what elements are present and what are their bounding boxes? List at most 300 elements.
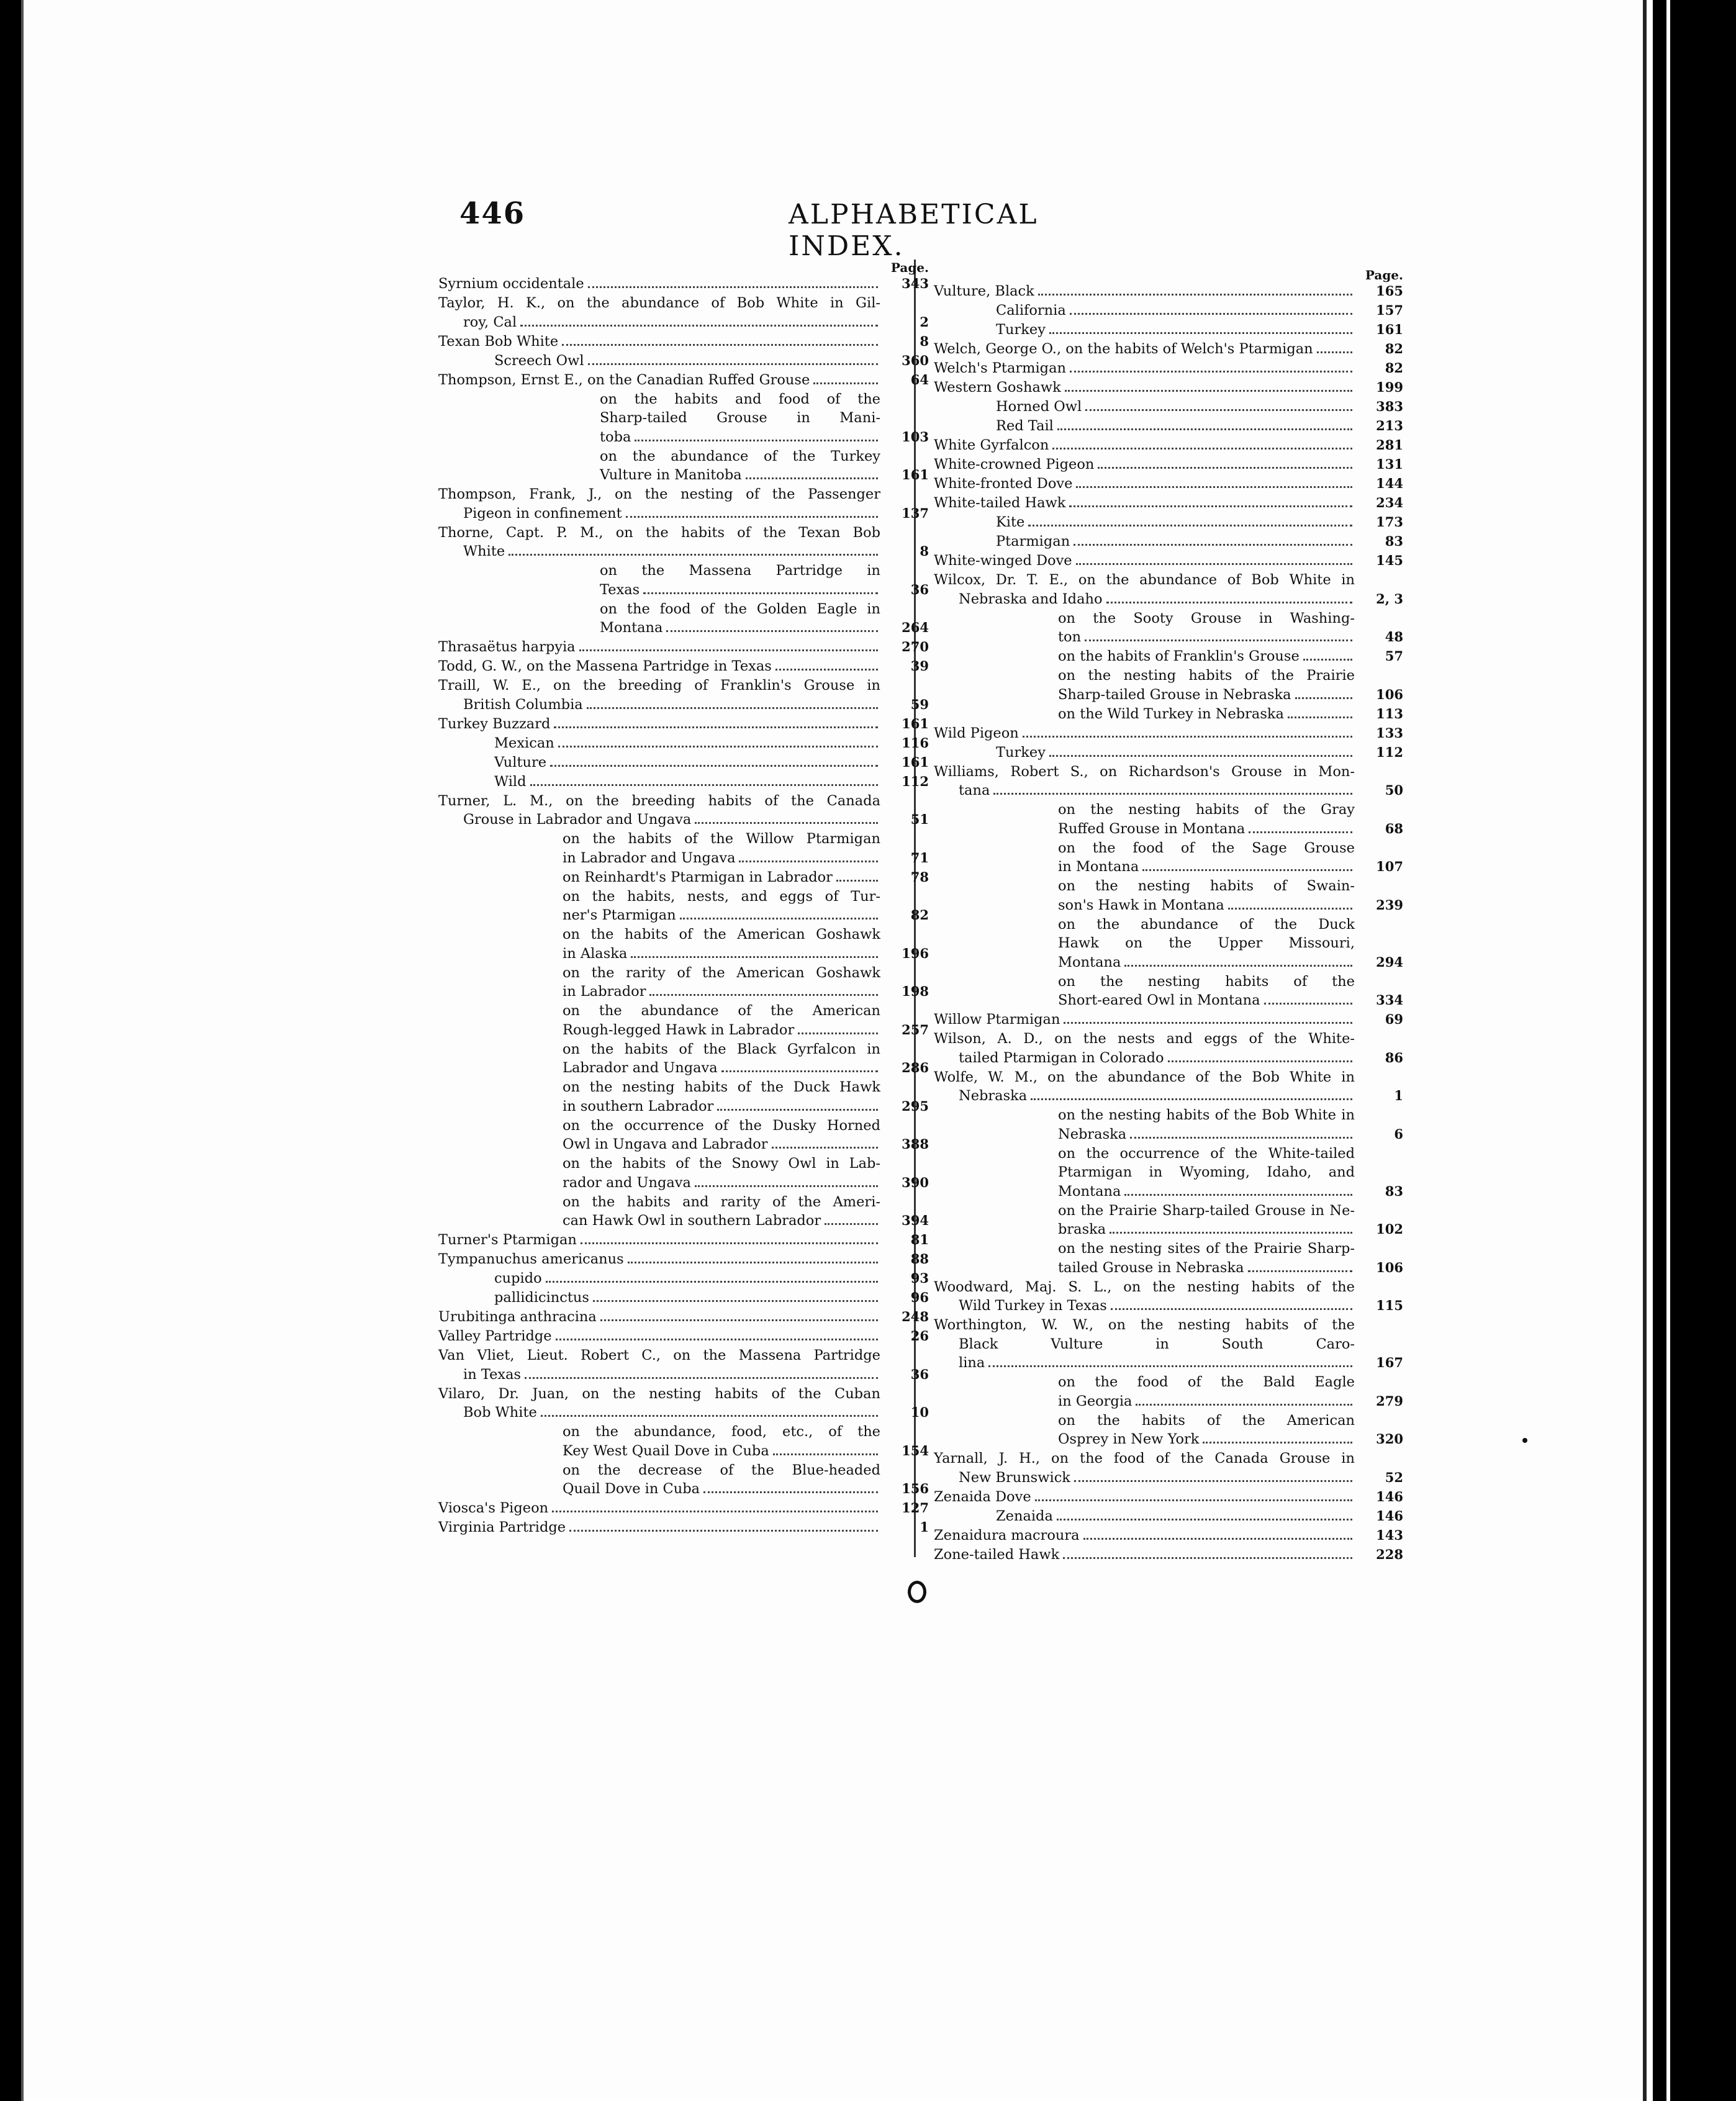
index-entry	[438, 964, 929, 1001]
index-entry	[438, 792, 929, 829]
index-entry-line: Montana	[438, 618, 880, 638]
page-reference: 115	[1376, 1298, 1403, 1313]
index-entry	[934, 513, 1403, 532]
dot-leader	[1023, 736, 1352, 738]
index-entry-line: Pigeon in confinement	[438, 504, 880, 523]
index-entry-line: Van Vliet, Lieut. Robert C., on the Massena Partridge	[438, 1347, 880, 1363]
page-reference: 161	[902, 467, 929, 482]
index-entry	[934, 1316, 1403, 1373]
page-reference: 83	[1385, 1183, 1403, 1199]
dot-leader	[1136, 1404, 1352, 1406]
dot-leader	[1049, 755, 1352, 757]
dot-leader	[569, 1530, 878, 1532]
dot-leader	[635, 440, 878, 441]
dot-leader	[546, 1281, 878, 1283]
index-entry	[934, 551, 1403, 571]
index-entry-line: on the Prairie Sharp-tailed Grouse in Ne-	[1058, 1202, 1355, 1219]
index-entry-line: on the nesting sites of the Prairie Sharp-	[1058, 1240, 1355, 1257]
page-reference: 8	[920, 543, 929, 559]
index-entry-line: Montana	[934, 953, 1355, 972]
index-entry	[934, 455, 1403, 474]
dot-leader	[562, 344, 878, 346]
index-entry	[934, 1010, 1403, 1029]
page-edge	[1643, 0, 1653, 2101]
index-entry-line: Labrador and Ungava	[438, 1059, 880, 1078]
dot-leader	[1031, 1098, 1352, 1100]
index-entry	[934, 1201, 1403, 1239]
index-entry-line: White-fronted Dove	[934, 474, 1355, 494]
index-entry-line: on the decrease of the Blue-headed	[563, 1462, 880, 1478]
index-column-right	[934, 268, 1403, 1565]
index-entry	[438, 925, 929, 963]
index-entry-line: Montana	[934, 1182, 1355, 1201]
dot-leader	[1057, 1519, 1352, 1520]
index-entry-line: California	[934, 301, 1355, 320]
dot-leader	[721, 1070, 878, 1072]
dot-leader	[541, 1415, 878, 1417]
index-entry-line: on the nesting habits of the Duck Hawk	[563, 1079, 880, 1095]
index-entry-line: on the abundance of the Turkey	[600, 448, 880, 464]
index-entry	[934, 1411, 1403, 1449]
index-entry-line: Syrnium occidentale	[438, 274, 880, 294]
page-reference: 137	[902, 505, 929, 521]
dot-leader	[1098, 467, 1352, 469]
dot-leader	[772, 1147, 878, 1149]
page-reference: 127	[902, 1500, 929, 1516]
index-entry-line: Mexican	[438, 734, 880, 753]
index-entry-line: Welch's Ptarmigan	[934, 359, 1355, 378]
index-entry-line: Taylor, H. K., on the abundance of Bob White in Gil-	[438, 295, 880, 311]
index-entry	[934, 436, 1403, 455]
page-reference: 112	[902, 773, 929, 789]
index-entry-line: Quail Dove in Cuba	[438, 1480, 880, 1499]
index-entry	[934, 417, 1403, 436]
page-reference: 383	[1376, 399, 1403, 414]
index-entry-line: White	[438, 542, 880, 561]
page-reference: 69	[1385, 1011, 1403, 1027]
dot-leader	[798, 1032, 878, 1034]
dot-leader	[775, 669, 878, 671]
index-entry-line: Owl in Ungava and Labrador	[438, 1135, 880, 1154]
index-entry-line: Horned Owl	[934, 397, 1355, 417]
index-entry-line: Vulture	[438, 753, 880, 772]
index-entry	[438, 753, 929, 772]
index-entry-line: toba	[438, 428, 880, 447]
index-entry	[438, 447, 929, 485]
page-reference: 88	[910, 1251, 929, 1267]
index-entry-line: tana	[934, 781, 1355, 800]
page-reference: 131	[1376, 456, 1403, 472]
index-entry-line: on the habits of the American	[1058, 1412, 1355, 1429]
page-reference: 360	[902, 352, 929, 368]
index-entry-line: Turner, L. M., on the breeding habits of the Canada	[438, 792, 880, 809]
index-entry-line: Ptarmigan	[934, 532, 1355, 551]
index-entry	[438, 1040, 929, 1078]
index-entry-line: on the food of the Golden Eagle in	[600, 600, 880, 617]
index-entry-line: on the nesting habits of the	[1058, 973, 1355, 990]
index-entry	[934, 1488, 1403, 1507]
page-reference: 279	[1376, 1393, 1403, 1409]
index-entry-line: on the habits, nests, and eggs of Tur-	[563, 888, 880, 905]
index-entry	[438, 1269, 929, 1288]
page-reference: 68	[1385, 820, 1403, 836]
page-reference: 82	[910, 907, 929, 923]
page-reference: 39	[910, 658, 929, 674]
index-entry	[934, 1449, 1403, 1487]
index-entry-line: Vilaro, Dr. Juan, on the nesting habits of the Cuban	[438, 1385, 880, 1402]
index-entry	[438, 485, 929, 523]
page-reference: 133	[1376, 725, 1403, 741]
dot-leader	[530, 784, 878, 786]
index-entry-line: on the habits of the Willow Ptarmigan	[563, 831, 880, 847]
page-reference: 81	[910, 1232, 929, 1247]
index-entry	[438, 1078, 929, 1116]
index-entry-line: Todd, G. W., on the Massena Partridge in Texas	[438, 657, 880, 676]
page-reference: 146	[1376, 1507, 1403, 1524]
index-entry-line: White-crowned Pigeon	[934, 455, 1355, 474]
index-entry-line: Zone-tailed Hawk	[934, 1545, 1355, 1565]
dot-leader	[746, 477, 878, 479]
index-entry-line: Valley Partridge	[438, 1327, 880, 1346]
scan-border	[1653, 0, 1736, 2101]
index-entry-line: Thorne, Capt. P. M., on the habits of the Texan Bob	[438, 524, 880, 541]
dot-leader	[1106, 602, 1352, 603]
page-reference: 113	[1376, 705, 1403, 721]
index-entry	[934, 301, 1403, 320]
index-entry	[934, 1068, 1403, 1106]
index-entry	[934, 532, 1403, 551]
index-entry-line: Hawk on the Upper Missouri,	[1058, 935, 1355, 951]
page-reference: 334	[1376, 992, 1403, 1008]
index-entry-line: Traill, W. E., on the breeding of Franklin's Grouse in	[438, 677, 880, 694]
index-entry-line: Zenaida	[934, 1507, 1355, 1526]
index-entry-line: on the Massena Partridge in	[600, 563, 880, 579]
index-entry-line: in Montana	[934, 857, 1355, 877]
dot-leader	[1203, 1442, 1352, 1444]
page-reference: 257	[902, 1021, 929, 1037]
index-entry	[438, 868, 929, 887]
page-reference: 161	[902, 754, 929, 770]
index-entry	[438, 1499, 929, 1518]
dot-leader	[579, 649, 878, 651]
index-entry	[934, 972, 1403, 1010]
index-entry-line: Screech Owl	[438, 351, 880, 371]
index-entry	[438, 676, 929, 714]
index-entry	[438, 772, 929, 792]
index-entry-line: on the food of the Sage Grouse	[1058, 839, 1355, 856]
page-reference: 234	[1376, 495, 1403, 510]
index-entry	[438, 1154, 929, 1192]
index-entry	[934, 282, 1403, 301]
index-entry	[934, 1507, 1403, 1526]
index-entry	[438, 829, 929, 867]
index-entry	[438, 1288, 929, 1308]
index-entry-line: Wild Turkey in Texas	[934, 1296, 1355, 1316]
index-entry-line: Osprey in New York	[934, 1430, 1355, 1449]
page-reference: 2	[920, 314, 929, 330]
dot-leader	[988, 1365, 1352, 1367]
dot-leader	[1085, 409, 1352, 411]
page-reference: 167	[1376, 1355, 1403, 1370]
page-reference: 2, 3	[1376, 590, 1403, 607]
index-entry-line: tailed Grouse in Nebraska	[934, 1258, 1355, 1278]
dot-leader	[825, 1223, 878, 1225]
index-entry-line: on the nesting habits of the Prairie	[1058, 667, 1355, 684]
index-entry	[438, 734, 929, 753]
index-entry-line: Ptarmigan in Wyoming, Idaho, and	[1058, 1164, 1355, 1180]
dot-leader	[836, 880, 878, 882]
index-entry-line: in Labrador and Ungava	[438, 849, 880, 868]
index-entry-line: New Brunswick	[934, 1468, 1355, 1488]
index-entry-line: in southern Labrador	[438, 1097, 880, 1116]
index-entry	[438, 1385, 929, 1422]
index-entry	[438, 638, 929, 657]
page-reference: 86	[1385, 1049, 1403, 1065]
dot-leader	[1052, 448, 1352, 450]
dot-leader	[1074, 544, 1352, 546]
dot-leader	[1110, 1232, 1352, 1234]
index-entry-line: White-winged Dove	[934, 551, 1355, 571]
dot-leader	[509, 554, 878, 556]
page-reference: 213	[1376, 418, 1403, 433]
scan-speck	[1522, 1438, 1527, 1443]
dot-leader	[703, 1491, 878, 1493]
dot-leader	[1317, 351, 1352, 353]
page-reference: 343	[902, 276, 929, 291]
index-entry	[934, 1373, 1403, 1411]
index-entry	[934, 1545, 1403, 1565]
index-entry-line: in Georgia	[934, 1392, 1355, 1411]
index-entry-line: can Hawk Owl in southern Labrador	[438, 1211, 880, 1231]
dot-leader	[1130, 1137, 1352, 1139]
index-entry-line: braska	[934, 1220, 1355, 1239]
page-reference: 199	[1376, 379, 1403, 395]
index-entry-line: Kite	[934, 513, 1355, 532]
index-entry-line: Black Vulture in South Caro-	[959, 1335, 1355, 1352]
page-reference: 64	[910, 371, 929, 387]
index-entry-line: on the occurrence of the White-tailed	[1058, 1145, 1355, 1162]
index-entry-line: Short-eared Owl in Montana	[934, 991, 1355, 1010]
index-entry-line: Thompson, Frank, J., on the nesting of the Passenger	[438, 486, 880, 502]
page-reference: 239	[1376, 897, 1403, 913]
page-reference: 228	[1376, 1546, 1403, 1562]
index-entry	[438, 1116, 929, 1154]
dot-leader	[1064, 1022, 1352, 1024]
index-entry-line: Zenaida Dove	[934, 1488, 1355, 1507]
dot-leader	[1295, 697, 1352, 699]
index-entry	[438, 390, 929, 447]
page-column-heading: Page.	[890, 260, 929, 275]
index-entry-line: Key West Quail Dove in Cuba	[438, 1442, 880, 1461]
end-ornament	[908, 1581, 926, 1603]
dot-leader	[552, 1511, 878, 1512]
index-entry-line: Turkey	[934, 743, 1355, 762]
dot-leader	[643, 592, 878, 594]
index-entry	[934, 743, 1403, 762]
page-reference: 6	[1394, 1126, 1403, 1142]
dot-leader	[626, 516, 878, 518]
index-entry-line: roy, Cal	[438, 313, 880, 332]
index-entry-line: Zenaidura macroura	[934, 1526, 1355, 1545]
index-entry-line: on the habits of the Black Gyrfalcon in	[563, 1041, 880, 1057]
index-entry	[438, 1231, 929, 1250]
index-entry	[438, 274, 929, 294]
index-entry-line: Wilcox, Dr. T. E., on the abundance of Bob White in	[934, 572, 1355, 588]
dot-leader	[554, 726, 878, 728]
index-entry	[438, 715, 929, 734]
dot-leader	[1057, 428, 1352, 430]
index-entry	[438, 1001, 929, 1039]
index-entry-line: Wolfe, W. M., on the abundance of the Bob White in	[934, 1069, 1355, 1085]
index-entry-line: tailed Ptarmigan in Colorado	[934, 1049, 1355, 1068]
index-entry-line: on the nesting habits of the Bob White in	[1058, 1107, 1355, 1123]
index-entry	[934, 397, 1403, 417]
dot-leader	[1070, 313, 1352, 315]
index-entry-line: Williams, Robert S., on Richardson's Grouse in Mon-	[934, 763, 1355, 780]
index-entry	[438, 1346, 929, 1384]
index-entry-line: Turkey Buzzard	[438, 715, 880, 734]
page-reference: 26	[910, 1328, 929, 1344]
index-entry-line: Thrasaëtus harpyia	[438, 638, 880, 657]
index-entry-line: Worthington, W. W., on the nesting habits of the	[934, 1317, 1355, 1333]
index-entry	[934, 1278, 1403, 1316]
index-entry-line: Willow Ptarmigan	[934, 1010, 1355, 1029]
index-entry-line: Thompson, Ernst E., on the Canadian Ruffed Grouse	[438, 371, 880, 390]
page-reference: 1	[1394, 1088, 1403, 1103]
page-reference: 394	[902, 1213, 929, 1228]
page-reference: 51	[910, 811, 929, 827]
dot-leader	[628, 1262, 878, 1263]
index-entry	[438, 523, 929, 561]
dot-leader	[739, 861, 878, 862]
dot-leader	[1124, 965, 1352, 967]
index-entry	[438, 1461, 929, 1499]
dot-leader	[993, 793, 1352, 795]
index-entry	[934, 340, 1403, 359]
dot-leader	[695, 1185, 878, 1187]
page-reference: 36	[910, 581, 929, 597]
dot-leader	[1063, 1557, 1352, 1559]
index-entry-line: White-tailed Hawk	[934, 494, 1355, 513]
index-entry	[934, 609, 1403, 647]
page-reference: 8	[920, 333, 929, 349]
index-entry-line: on the abundance, food, etc., of the	[563, 1424, 880, 1440]
index-entry-line: Nebraska and Idaho	[934, 590, 1355, 609]
page-reference: 143	[1376, 1527, 1403, 1543]
index-entry	[934, 320, 1403, 340]
index-entry	[934, 1239, 1403, 1277]
index-entry-line: rador and Ungava	[438, 1173, 880, 1193]
index-entry-line: in Texas	[438, 1365, 880, 1385]
dot-leader	[556, 1339, 878, 1340]
page-reference: 264	[902, 620, 929, 635]
index-entry-line: on the Wild Turkey in Nebraska	[934, 705, 1355, 724]
dot-leader	[649, 994, 878, 996]
page-reference: 116	[902, 734, 929, 751]
index-entry-line: on the habits of the American Goshawk	[563, 926, 880, 942]
index-entry-line: on the habits and rarity of the Ameri-	[563, 1193, 880, 1210]
index-entry-line: British Columbia	[438, 695, 880, 715]
index-entry	[934, 1144, 1403, 1201]
index-entry	[438, 371, 929, 390]
dot-leader	[1038, 294, 1352, 296]
index-entry-line: in Alaska	[438, 944, 880, 964]
index-entry-line: on the habits of the Snowy Owl in Lab-	[563, 1155, 880, 1172]
page-reference: 146	[1376, 1488, 1403, 1504]
dot-leader	[593, 1300, 878, 1302]
index-entry	[934, 839, 1403, 877]
page-reference: 103	[902, 428, 929, 445]
index-entry-line: on the abundance of the Duck	[1058, 916, 1355, 933]
index-entry-line: Bob White	[438, 1403, 880, 1422]
page-reference: 83	[1385, 533, 1403, 549]
index-entry	[438, 351, 929, 371]
index-entry-line: Wild	[438, 772, 880, 792]
index-entry-line: Virginia Partridge	[438, 1518, 880, 1537]
index-entry	[438, 1250, 929, 1269]
index-entry-line: Turkey	[934, 320, 1355, 340]
index-entry	[934, 800, 1403, 838]
index-entry-line: son's Hawk in Montana	[934, 896, 1355, 915]
page-reference: 157	[1376, 302, 1403, 318]
index-entry-line: Urubitinga anthracina	[438, 1308, 880, 1327]
page-reference: 96	[910, 1290, 929, 1305]
dot-leader	[1303, 659, 1352, 661]
index-entry-line: Wilson, A. D., on the nests and eggs of the White-	[934, 1031, 1355, 1047]
index-entry	[438, 657, 929, 676]
index-entry	[934, 666, 1403, 704]
index-entry	[438, 294, 929, 332]
index-entry-line: Nebraska	[934, 1087, 1355, 1106]
dot-leader	[1124, 1194, 1352, 1196]
index-entry-line: Vulture, Black	[934, 282, 1355, 301]
dot-leader	[680, 918, 878, 919]
index-entry-line: Grouse in Labrador and Ungava	[438, 810, 880, 829]
dot-leader	[581, 1242, 878, 1244]
running-title: ALPHABETICAL INDEX.	[789, 199, 1039, 262]
page-reference: 196	[902, 945, 929, 961]
index-entry	[438, 1518, 929, 1537]
dot-leader	[1248, 1270, 1352, 1272]
dot-leader	[1111, 1308, 1352, 1310]
index-entry	[438, 561, 929, 599]
page-reference: 57	[1385, 648, 1403, 664]
index-entry-line: Vulture in Manitoba	[438, 466, 880, 485]
index-entry-line: Wild Pigeon	[934, 724, 1355, 743]
dot-leader	[1076, 563, 1352, 565]
index-entry-line: on the nesting habits of Swain-	[1058, 878, 1355, 894]
index-entry	[438, 600, 929, 638]
index-entry-line: cupido	[438, 1269, 880, 1288]
dot-leader	[631, 956, 878, 958]
page-reference: 78	[910, 869, 929, 885]
index-entry-line: White Gyrfalcon	[934, 436, 1355, 455]
dot-leader	[1228, 908, 1352, 910]
index-entry-line: Texan Bob White	[438, 332, 880, 351]
dot-leader	[773, 1453, 878, 1455]
page-reference: 295	[902, 1098, 929, 1114]
dot-leader	[588, 286, 878, 288]
index-entry-line: ton	[934, 628, 1355, 647]
index-entry-line: Red Tail	[934, 417, 1355, 436]
page-reference: 281	[1376, 437, 1403, 453]
index-entry-line: pallidicinctus	[438, 1288, 880, 1308]
index-entry-line: on the Sooty Grouse in Washing-	[1058, 610, 1355, 626]
index-entry-line: on the nesting habits of the Gray	[1058, 802, 1355, 818]
page-reference: 161	[1376, 322, 1403, 337]
page-reference: 320	[1376, 1431, 1403, 1447]
dot-leader	[1083, 1538, 1352, 1540]
